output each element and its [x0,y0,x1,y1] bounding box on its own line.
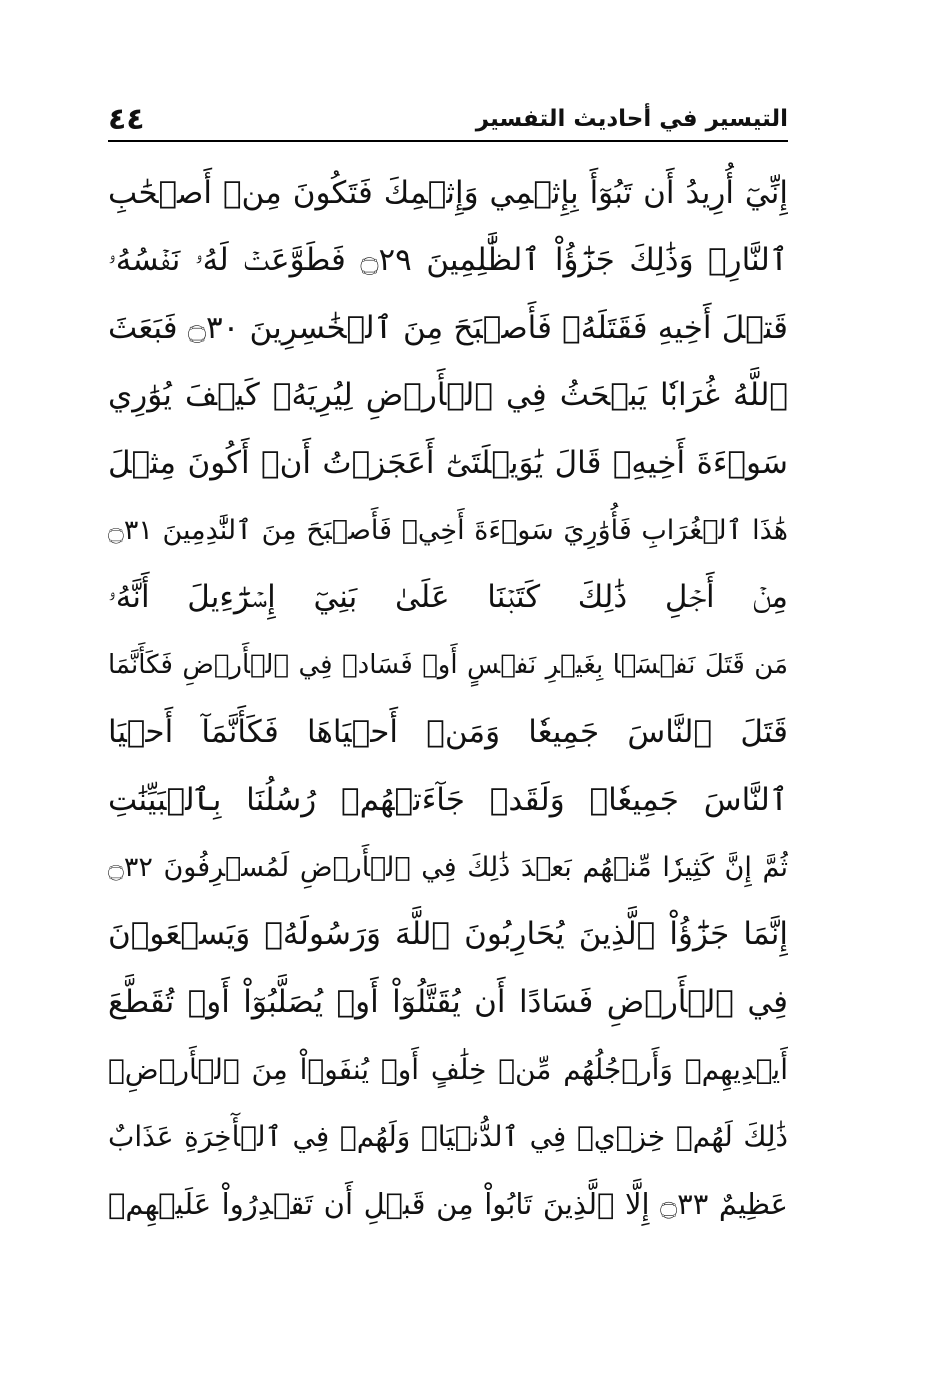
verse-line: هَٰذَا ٱلۡغُرَابِ فَأُوَٰرِيَ سَوۡءَةَ أَخِيۖ فَأَصۡبَحَ مِنَ ٱلنَّٰدِمِينَ ۝٣١ [108,514,788,546]
verse-line: إِنَّمَا جَزَٰٓؤُاْ ٱلَّذِينَ يُحَارِبُونَ ٱللَّهَ وَرَسُولَهُۥ وَيَسۡعَوۡنَ [108,916,788,953]
verse-line: ٱلنَّارِۚ وَذَٰلِكَ جَزَٰٓؤُاْ ٱلظَّٰلِمِينَ ۝٢٩ فَطَوَّعَتۡ لَهُۥ نَفۡسُهُۥ [108,242,788,279]
verse-line: قَتَلَ ٱلنَّاسَ جَمِيعٗا وَمَنۡ أَحۡيَاهَا فَكَأَنَّمَآ أَحۡيَا [108,714,788,751]
verse-line: ٱلنَّاسَ جَمِيعٗاۚ وَلَقَدۡ جَآءَتۡهُمۡ رُسُلُنَا بِٱلۡبَيِّنَٰتِ [108,781,788,818]
verse-line: ذَٰلِكَ لَهُمۡ خِزۡيٞ فِي ٱلدُّنۡيَاۖ وَلَهُمۡ فِي ٱلۡأٓخِرَةِ عَذَابٌ [108,1120,788,1154]
verse-line: فِي ٱلۡأَرۡضِ فَسَادًا أَن يُقَتَّلُوٓاْ أَوۡ يُصَلَّبُوٓاْ أَوۡ تُقَطَّعَ [108,983,788,1020]
verse-line: إِنِّيٓ أُرِيدُ أَن تَبُوٓأَ بِإِثۡمِي وَإِثۡمِكَ فَتَكُونَ مِنۡ أَصۡحَٰبِ [108,175,788,211]
book-title: التيسير في أحاديث التفسير [475,106,788,132]
verse-line: ٱللَّهُ غُرَابٗا يَبۡحَثُ فِي ٱلۡأَرۡضِ لِيُرِيَهُۥ كَيۡفَ يُوَٰرِي [108,377,788,414]
page-header [108,96,788,142]
verse-line: قَتۡلَ أَخِيهِ فَقَتَلَهُۥ فَأَصۡبَحَ مِنَ ٱلۡخَٰسِرِينَ ۝٣٠ فَبَعَثَ [108,309,788,346]
verse-line: مِنۡ أَجۡلِ ذَٰلِكَ كَتَبۡنَا عَلَىٰ بَنِيٓ إِسۡرَٰٓءِيلَ أَنَّهُۥ [108,579,788,616]
verse-line: عَظِيمٌ ۝٣٣ إِلَّا ٱلَّذِينَ تَابُواْ مِن قَبۡلِ أَن تَقۡدِرُواْ عَلَيۡهِمۡ [108,1186,788,1221]
verse-line: أَيۡدِيهِمۡ وَأَرۡجُلُهُم مِّنۡ خِلَٰفٍ أَوۡ يُنفَوۡاْ مِنَ ٱلۡأَرۡضِۚ [108,1053,788,1087]
verse-line: سَوۡءَةَ أَخِيهِۚ قَالَ يَٰوَيۡلَتَىٰٓ أَعَجَزۡتُ أَنۡ أَكُونَ مِثۡلَ [108,444,788,481]
verse-line: ثُمَّ إِنَّ كَثِيرٗا مِّنۡهُم بَعۡدَ ذَٰلِكَ فِي ٱلۡأَرۡضِ لَمُسۡرِفُونَ ۝٣٢ [108,851,788,883]
quran-verses [108,160,788,1310]
page-number: ٤٤ [108,102,145,137]
verse-line: مَن قَتَلَ نَفۡسَۢا بِغَيۡرِ نَفۡسٍ أَوۡ فَسَادٖ فِي ٱلۡأَرۡضِ فَكَأَنَّمَا [108,649,788,680]
